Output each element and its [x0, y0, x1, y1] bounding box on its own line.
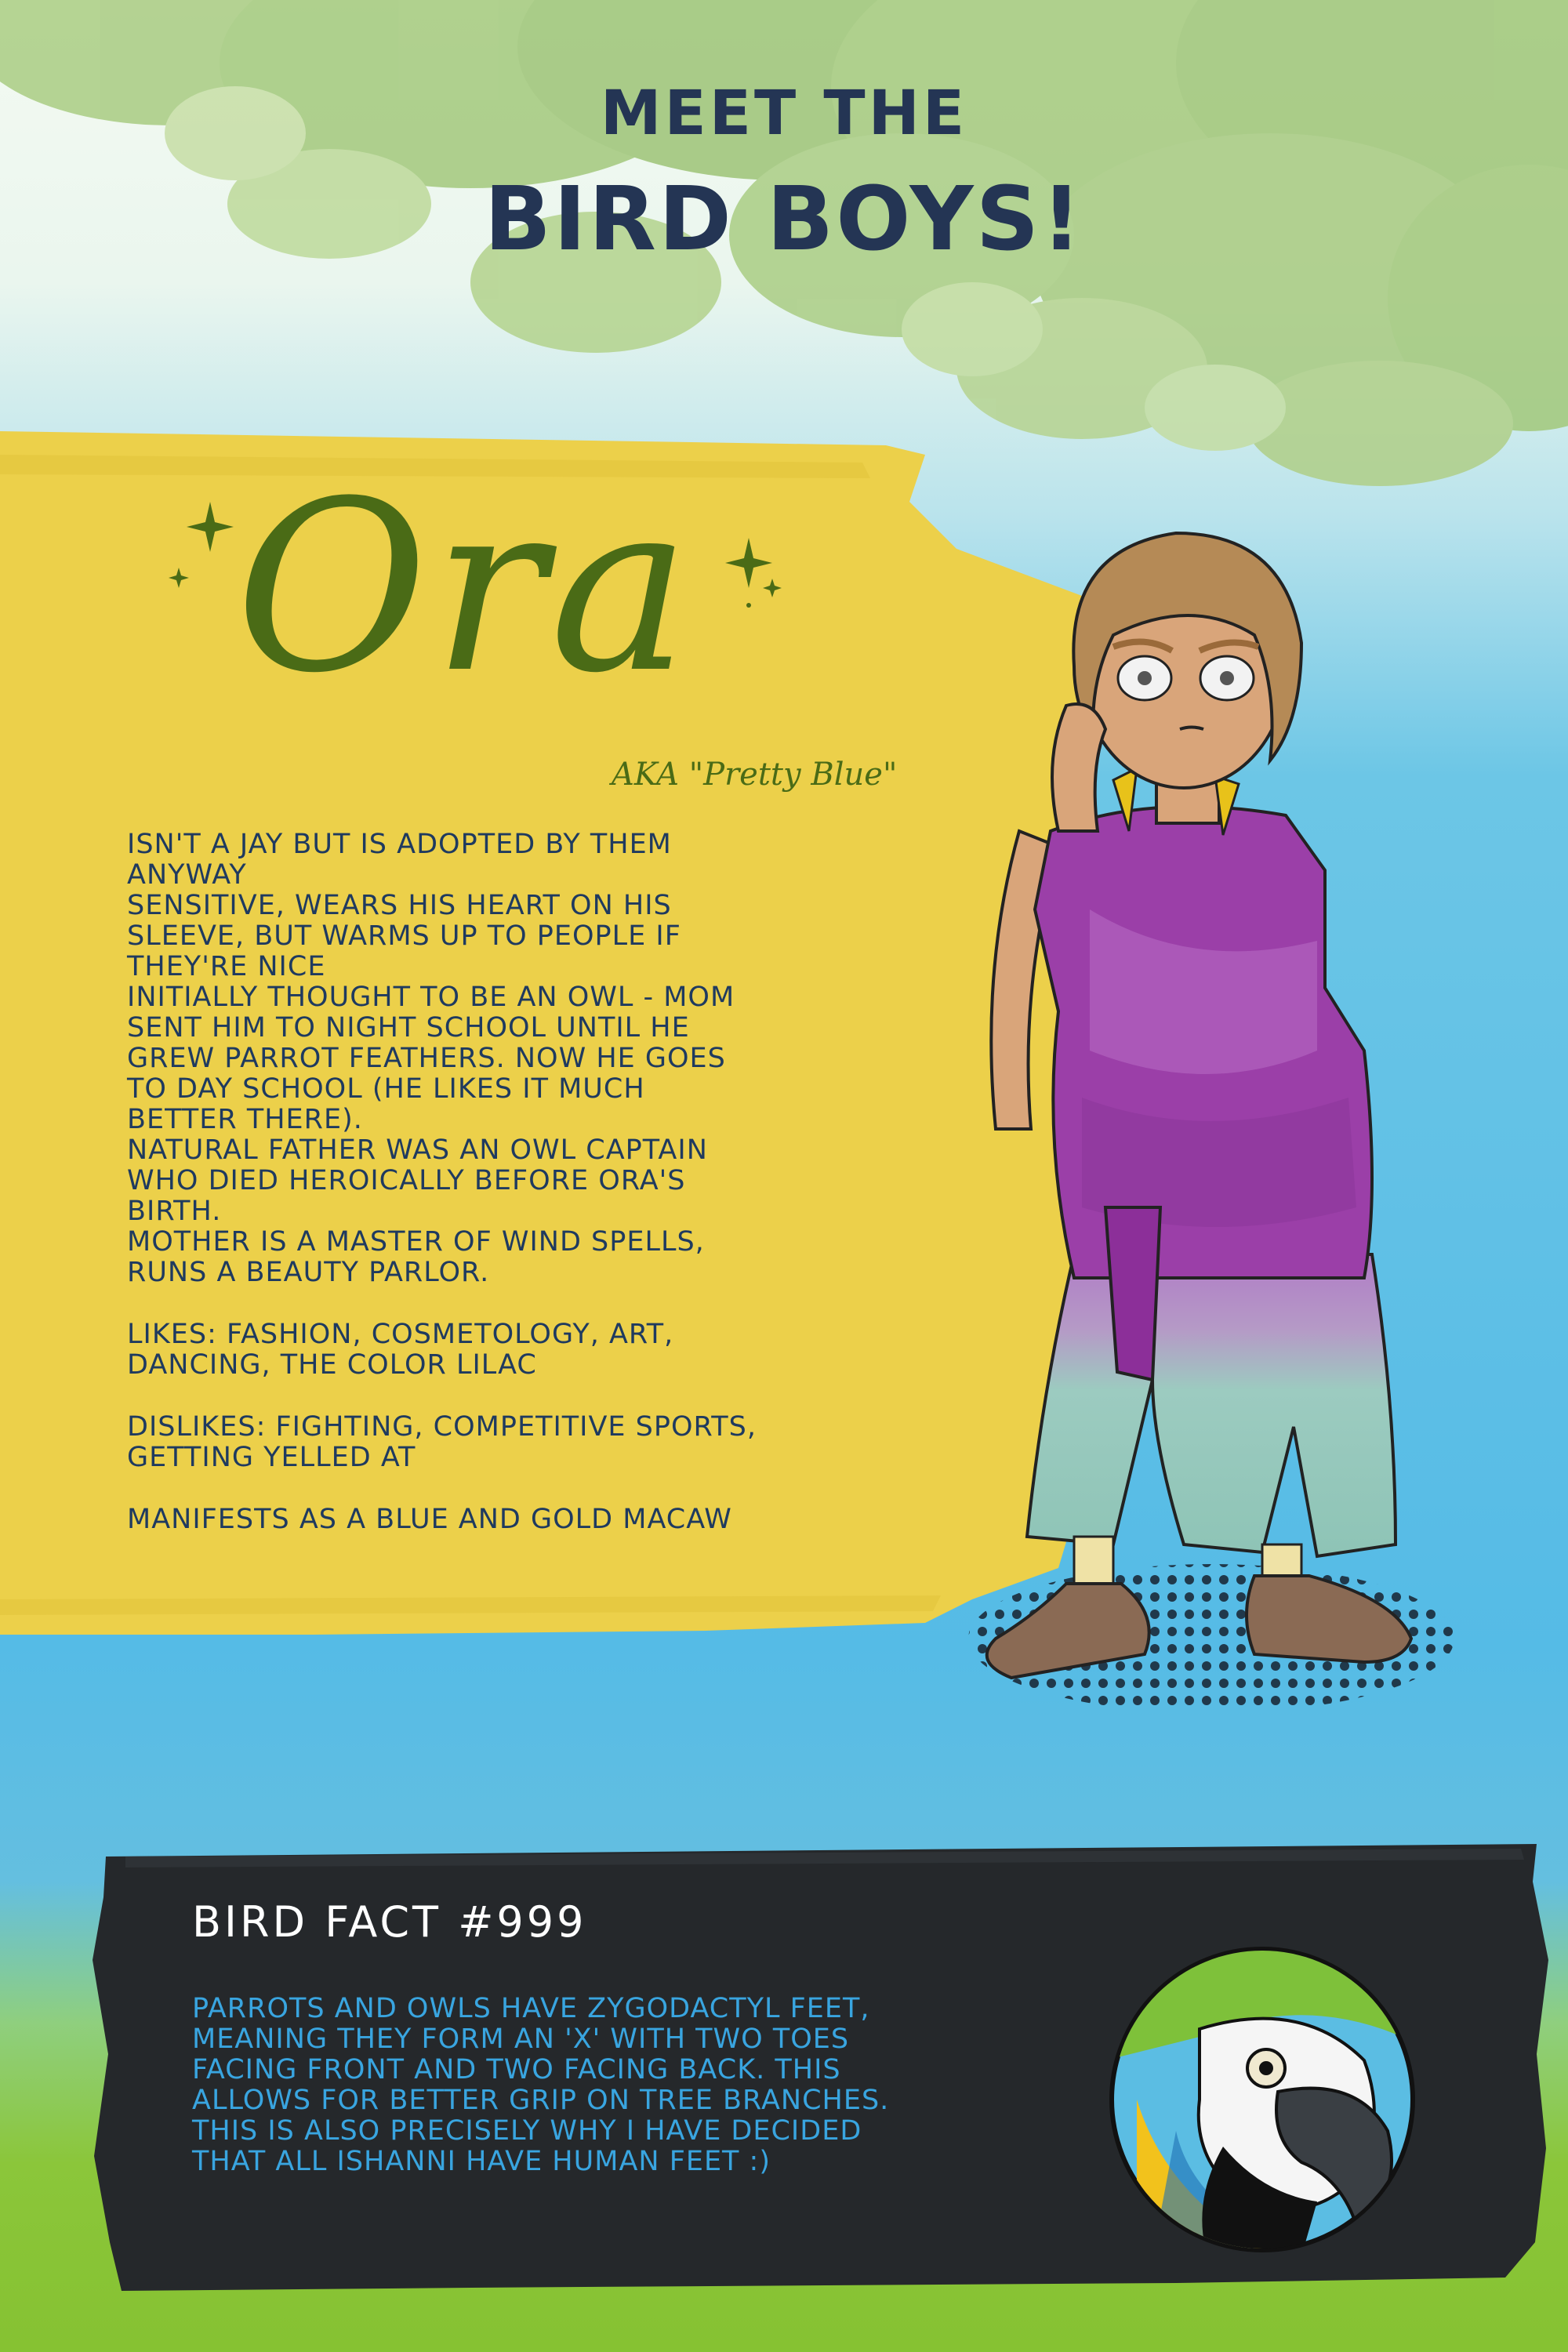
manifest-line: MANIFESTS AS A BLUE AND GOLD MACAW — [127, 1504, 732, 1535]
character-illustration — [956, 502, 1466, 1725]
dislikes-line: DISLIKES: FIGHTING, COMPETITIVE SPORTS, — [127, 1411, 757, 1443]
title-line-1: MEET THE — [600, 78, 968, 149]
likes-line: LIKES: FASHION, COSMETOLOGY, ART, — [127, 1319, 674, 1350]
character-name: Ora — [235, 451, 695, 724]
bio-spacer — [127, 1288, 903, 1319]
fact-line: FACING FRONT AND TWO FACING BACK. THIS — [192, 2054, 841, 2085]
fact-title: BIRD FACT #999 — [192, 1897, 587, 1947]
bio-line: WHO DIED HEROICALLY BEFORE ORA'S — [127, 1165, 686, 1196]
character-bio — [127, 829, 903, 1535]
fact-line: ALLOWS FOR BETTER GRIP ON TREE BRANCHES. — [192, 2085, 890, 2116]
bio-spacer — [127, 1473, 903, 1504]
bio-line: GREW PARROT FEATHERS. NOW HE GOES — [127, 1043, 726, 1074]
macaw-portrait-icon — [1105, 1943, 1419, 2256]
raised-hand — [1052, 704, 1105, 831]
bio-line: BIRTH. — [127, 1196, 222, 1227]
pants — [1027, 1254, 1396, 1556]
bio-line: THEY'RE NICE — [127, 951, 326, 982]
bio-line: MOTHER IS A MASTER OF WIND SPELLS, — [127, 1226, 705, 1258]
fact-text — [192, 1994, 1094, 2177]
fact-line: THAT ALL ISHANNI HAVE HUMAN FEET :) — [192, 2146, 771, 2177]
fact-line: THIS IS ALSO PRECISELY WHY I HAVE DECIDED — [192, 2115, 862, 2147]
bio-line: TO DAY SCHOOL (HE LIKES IT MUCH — [127, 1073, 645, 1105]
bio-line: SENSITIVE, WEARS HIS HEART ON HIS — [127, 890, 672, 921]
bio-line: ISN'T A JAY BUT IS ADOPTED BY THEM — [127, 829, 672, 860]
title-line-2: BIRD BOYS! — [484, 169, 1084, 270]
likes-line: DANCING, THE COLOR LILAC — [127, 1349, 537, 1381]
fact-line: MEANING THEY FORM AN 'X' WITH TWO TOES — [192, 2024, 850, 2055]
bio-line: NATURAL FATHER WAS AN OWL CAPTAIN — [127, 1134, 708, 1166]
dislikes-line: GETTING YELLED AT — [127, 1442, 416, 1473]
bio-line: RUNS A BEAUTY PARLOR. — [127, 1257, 490, 1288]
bio-line: BETTER THERE). — [127, 1104, 363, 1135]
character-aka: AKA "Pretty Blue" — [612, 757, 898, 793]
bio-line: SLEEVE, BUT WARMS UP TO PEOPLE IF — [127, 920, 681, 952]
bio-line: INITIALLY THOUGHT TO BE AN OWL - MOM — [127, 982, 735, 1013]
bio-line: SENT HIM TO NIGHT SCHOOL UNTIL HE — [127, 1012, 690, 1044]
bio-spacer — [127, 1381, 903, 1412]
bio-line: ANYWAY — [127, 859, 247, 891]
fact-line: PARROTS AND OWLS HAVE ZYGODACTYL FEET, — [192, 1993, 870, 2024]
